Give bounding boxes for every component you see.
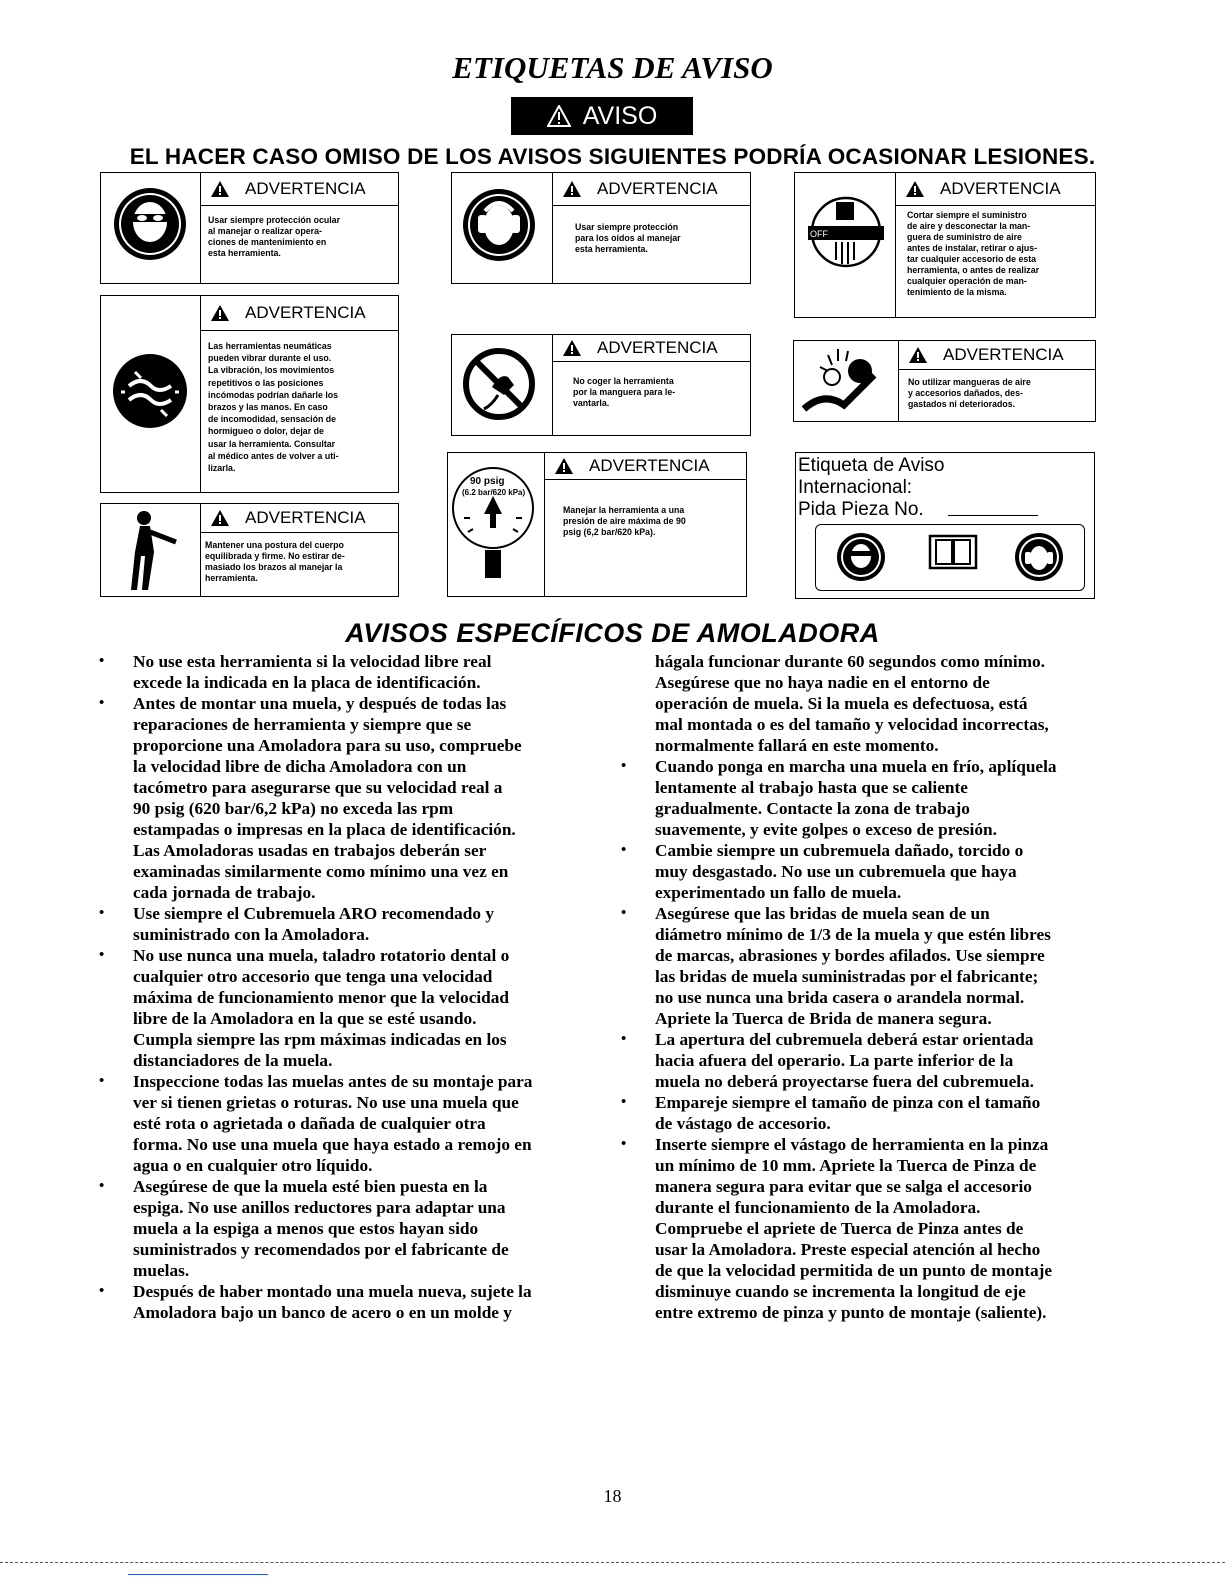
- label-body: Mantener una postura del cuerpo equilibrada y firme. No estirar de- masiado los brazos al manejar la herramienta.: [205, 540, 345, 583]
- warning-triangle-icon: [906, 181, 924, 197]
- label-header: [552, 334, 751, 362]
- text-line: suministrado con la Amoladora.: [133, 925, 370, 944]
- footer-mark: [128, 1574, 268, 1575]
- eye-protection-icon: [112, 186, 188, 262]
- text-line: suavemente, y evite golpes o exceso de presión.: [655, 820, 997, 839]
- text-line: muy desgastado. No use un cubremuela que haya: [655, 862, 1017, 881]
- text-line: lentamente al trabajo hasta que se caliente: [655, 778, 968, 797]
- ear-protection-icon: [461, 187, 537, 263]
- text-line: entre extremo de pinza y punto de montaje (saliente).: [655, 1303, 1047, 1322]
- text-line: • Empareje siempre el tamaño de pinza con el tamaño: [655, 1092, 1095, 1113]
- label-header: [544, 452, 747, 480]
- manual-book-icon: [928, 534, 978, 570]
- label-header: [895, 172, 1096, 206]
- text-line: Amoladora bajo un banco de acero o en un molde y: [133, 1303, 512, 1322]
- warning-triangle-icon: [211, 510, 229, 526]
- label-body: Cortar siempre el suministro de aire y desconectar la man- guera de suministro de aire antes de instalar, retirar o ajus- tar cualquier accesorio de esta herramienta, o antes de realizar cualquier operación de man- tenimiento de la misma.: [907, 210, 1040, 297]
- international-label-text: Etiqueta de Aviso Internacional: Pida Pieza No.: [798, 455, 945, 520]
- text-line: normalmente fallará en este momento.: [655, 736, 939, 755]
- label-body: No coger la herramienta por la manguera para le- vantarla.: [573, 376, 676, 408]
- section-title: AVISOS ESPECÍFICOS DE AMOLADORA: [345, 618, 880, 648]
- text-line: • Inspeccione todas las muelas antes de su montaje para: [133, 1071, 573, 1092]
- text-line: máxima de funcionamiento menor que la velocidad: [133, 988, 510, 1007]
- label-header-text: ADVERTENCIA: [245, 178, 366, 198]
- text-line: las bridas de muela suministradas por el fabricante;: [655, 967, 1039, 986]
- text-line: la velocidad libre de dicha Amoladora con un: [133, 757, 467, 776]
- text-line: • Antes de montar una muela, y después de todas las: [133, 693, 573, 714]
- text-line: examinadas similarmente como mínimo una vez en: [133, 862, 509, 881]
- label-header: [200, 172, 399, 206]
- text-line: hágala funcionar durante 60 segundos como mínimo.: [655, 652, 1045, 671]
- text-line: esté rota o agrietada o dañada de cualquier otra: [133, 1114, 486, 1133]
- damaged-hose-icon: [798, 343, 894, 419]
- label-body: Las herramientas neumáticas pueden vibrar durante el uso. La vibración, los movimientos repetitivos o las posiciones incómodas podrían dañarle los brazos y las manos. En caso de incomodidad, sensación de hormigueo o dolor, dejar de usar la herramienta. Consultar al médico antes de volver a uti- lizarla.: [208, 341, 339, 474]
- text-line: hacia afuera del operario. La parte inferior de la: [655, 1051, 1014, 1070]
- label-header: [200, 295, 399, 331]
- text-line: espiga. No use anillos reductores para adaptar una: [133, 1198, 506, 1217]
- text-line: • Cambie siempre un cubremuela dañado, torcido o: [655, 840, 1095, 861]
- text-line: proporcione una Amoladora para su uso, compruebe: [133, 736, 522, 755]
- warning-triangle-icon: [547, 105, 571, 127]
- text-line: • No use esta herramienta si la velocidad libre real: [133, 651, 573, 672]
- text-line: • Asegúrese de que la muela esté bien puesta en la: [133, 1176, 573, 1197]
- text-line: libre de la Amoladora en la que se esté usando.: [133, 1009, 477, 1028]
- no-carry-by-hose-icon: [462, 347, 536, 421]
- svg-text:OFF: OFF: [810, 229, 828, 239]
- text-line: • Después de haber montado una muela nueva, sujete la: [133, 1281, 573, 1302]
- air-off-icon: [806, 192, 884, 272]
- warning-triangle-icon: [909, 347, 927, 363]
- text-line: experimentado un fallo de muela.: [655, 883, 902, 902]
- label-header: [898, 340, 1096, 370]
- page-number: 18: [603, 1486, 622, 1506]
- vibration-hands-icon: [111, 352, 189, 430]
- page-title: ETIQUETAS DE AVISO: [452, 50, 773, 85]
- warning-triangle-icon: [555, 458, 573, 474]
- warning-triangle-icon: [211, 181, 229, 197]
- text-line: suministrados y recomendados por el fabricante de: [133, 1240, 509, 1259]
- text-line: estampadas o impresas en la placa de identificación.: [133, 820, 516, 839]
- text-line: agua o en cualquier otro líquido.: [133, 1156, 373, 1175]
- label-header: [200, 503, 399, 533]
- warning-triangle-icon: [211, 305, 229, 321]
- label-body: No utilizar mangueras de aire y accesorios dañados, des- gastados ni deteriorados.: [908, 377, 1031, 409]
- text-line: 90 psig (620 bar/6,2 kPa) no exceda las rpm: [133, 799, 454, 818]
- warning-triangle-icon: [563, 340, 581, 356]
- text-line: excede la indicada en la placa de identificación.: [133, 673, 481, 692]
- text-line: • La apertura del cubremuela deberá estar orientada: [655, 1029, 1095, 1050]
- right-column: [655, 651, 1095, 1323]
- text-line: Las Amoladoras usadas en trabajos deberán ser: [133, 841, 487, 860]
- text-line: • No use nunca una muela, taladro rotatorio dental o: [133, 945, 573, 966]
- text-line: gradualmente. Contacte la zona de trabajo: [655, 799, 970, 818]
- text-line: Asegúrese que no haya nadie en el entorno de: [655, 673, 990, 692]
- aviso-banner: [511, 97, 693, 135]
- text-line: mal montada o es del tamaño y velocidad incorrectas,: [655, 715, 1049, 734]
- footer-rule: [0, 1562, 1225, 1563]
- text-line: disminuye cuando se incrementa la longitud de eje: [655, 1282, 1026, 1301]
- text-line: de vástago de accesorio.: [655, 1114, 831, 1133]
- label-header-text: ADVERTENCIA: [245, 302, 366, 322]
- label-header: [552, 172, 751, 206]
- text-line: tacómetro para asegurarse que su velocidad real a: [133, 778, 503, 797]
- text-line: cualquier otro accesorio que tenga una velocidad: [133, 967, 493, 986]
- text-line: operación de muela. Si la muela es defectuosa, está: [655, 694, 1028, 713]
- left-column: [133, 651, 573, 1323]
- text-line: muela a la espiga a menos que estos hayan sido: [133, 1219, 479, 1238]
- text-line: de marcas, abrasiones y bordes afilados. Use siempre: [655, 946, 1045, 965]
- label-body: Usar siempre protección para los oídos al manejar esta herramienta.: [575, 222, 681, 254]
- warning-triangle-icon: [563, 181, 581, 197]
- text-line: de que la velocidad permitida de un punto de montaje: [655, 1261, 1053, 1280]
- part-number-blank: [948, 515, 1038, 516]
- label-header-text: ADVERTENCIA: [245, 507, 366, 527]
- text-line: no use nunca una brida casera o arandela normal.: [655, 988, 1025, 1007]
- label-body: Manejar la herramienta a una presión de aire máxima de 90 psig (6,2 bar/620 kPa).: [563, 505, 686, 537]
- text-line: manera segura para evitar que se salga el accesorio: [655, 1177, 1032, 1196]
- eye-protection-icon: [836, 532, 886, 582]
- ear-protection-icon: [1014, 532, 1064, 582]
- text-line: ver si tienen grietas o roturas. No use una muela que: [133, 1093, 519, 1112]
- text-line: Apriete la Tuerca de Brida de manera segura.: [655, 1009, 992, 1028]
- text-line: • Use siempre el Cubremuela ARO recomendado y: [133, 903, 573, 924]
- text-line: diámetro mínimo de 1/3 de la muela y que estén libres: [655, 925, 1051, 944]
- gauge-readout: 90 psig (6.2 bar/620 kPa): [462, 476, 526, 497]
- label-header-text: ADVERTENCIA: [597, 337, 718, 357]
- text-line: distanciadores de la muela.: [133, 1051, 333, 1070]
- label-body: Usar siempre protección ocular al manejar o realizar opera- ciones de mantenimiento en esta herramienta.: [208, 215, 341, 258]
- text-line: usar la Amoladora. Preste especial atención al hecho: [655, 1240, 1041, 1259]
- label-header-text: ADVERTENCIA: [943, 344, 1064, 364]
- text-line: • Inserte siempre el vástago de herramienta en la pinza: [655, 1134, 1095, 1155]
- label-header-text: ADVERTENCIA: [597, 178, 718, 198]
- warning-headline: EL HACER CASO OMISO DE LOS AVISOS SIGUIENTES PODRÍA OCASIONAR LESIONES.: [129, 144, 1096, 169]
- text-line: muela no deberá proyectarse fuera del cubremuela.: [655, 1072, 1035, 1091]
- text-line: muelas.: [133, 1261, 190, 1280]
- text-line: Compruebe el apriete de Tuerca de Pinza antes de: [655, 1219, 1024, 1238]
- text-line: reparaciones de herramienta y siempre que se: [133, 715, 472, 734]
- label-header-text: ADVERTENCIA: [940, 178, 1061, 198]
- text-line: cada jornada de trabajo.: [133, 883, 316, 902]
- balanced-stance-icon: [120, 510, 182, 592]
- label-header-text: ADVERTENCIA: [589, 455, 710, 475]
- text-line: durante el funcionamiento de la Amoladora.: [655, 1198, 981, 1217]
- text-line: un mínimo de 10 mm. Apriete la Tuerca de Pinza de: [655, 1156, 1037, 1175]
- text-line: • Cuando ponga en marcha una muela en frío, aplíquela: [655, 756, 1095, 777]
- text-line: Cumpla siempre las rpm máximas indicadas en los: [133, 1030, 507, 1049]
- aviso-banner-label: AVISO: [582, 101, 658, 130]
- text-line: forma. No use una muela que haya estado a remojo en: [133, 1135, 532, 1154]
- text-line: • Asegúrese que las bridas de muela sean de un: [655, 903, 1095, 924]
